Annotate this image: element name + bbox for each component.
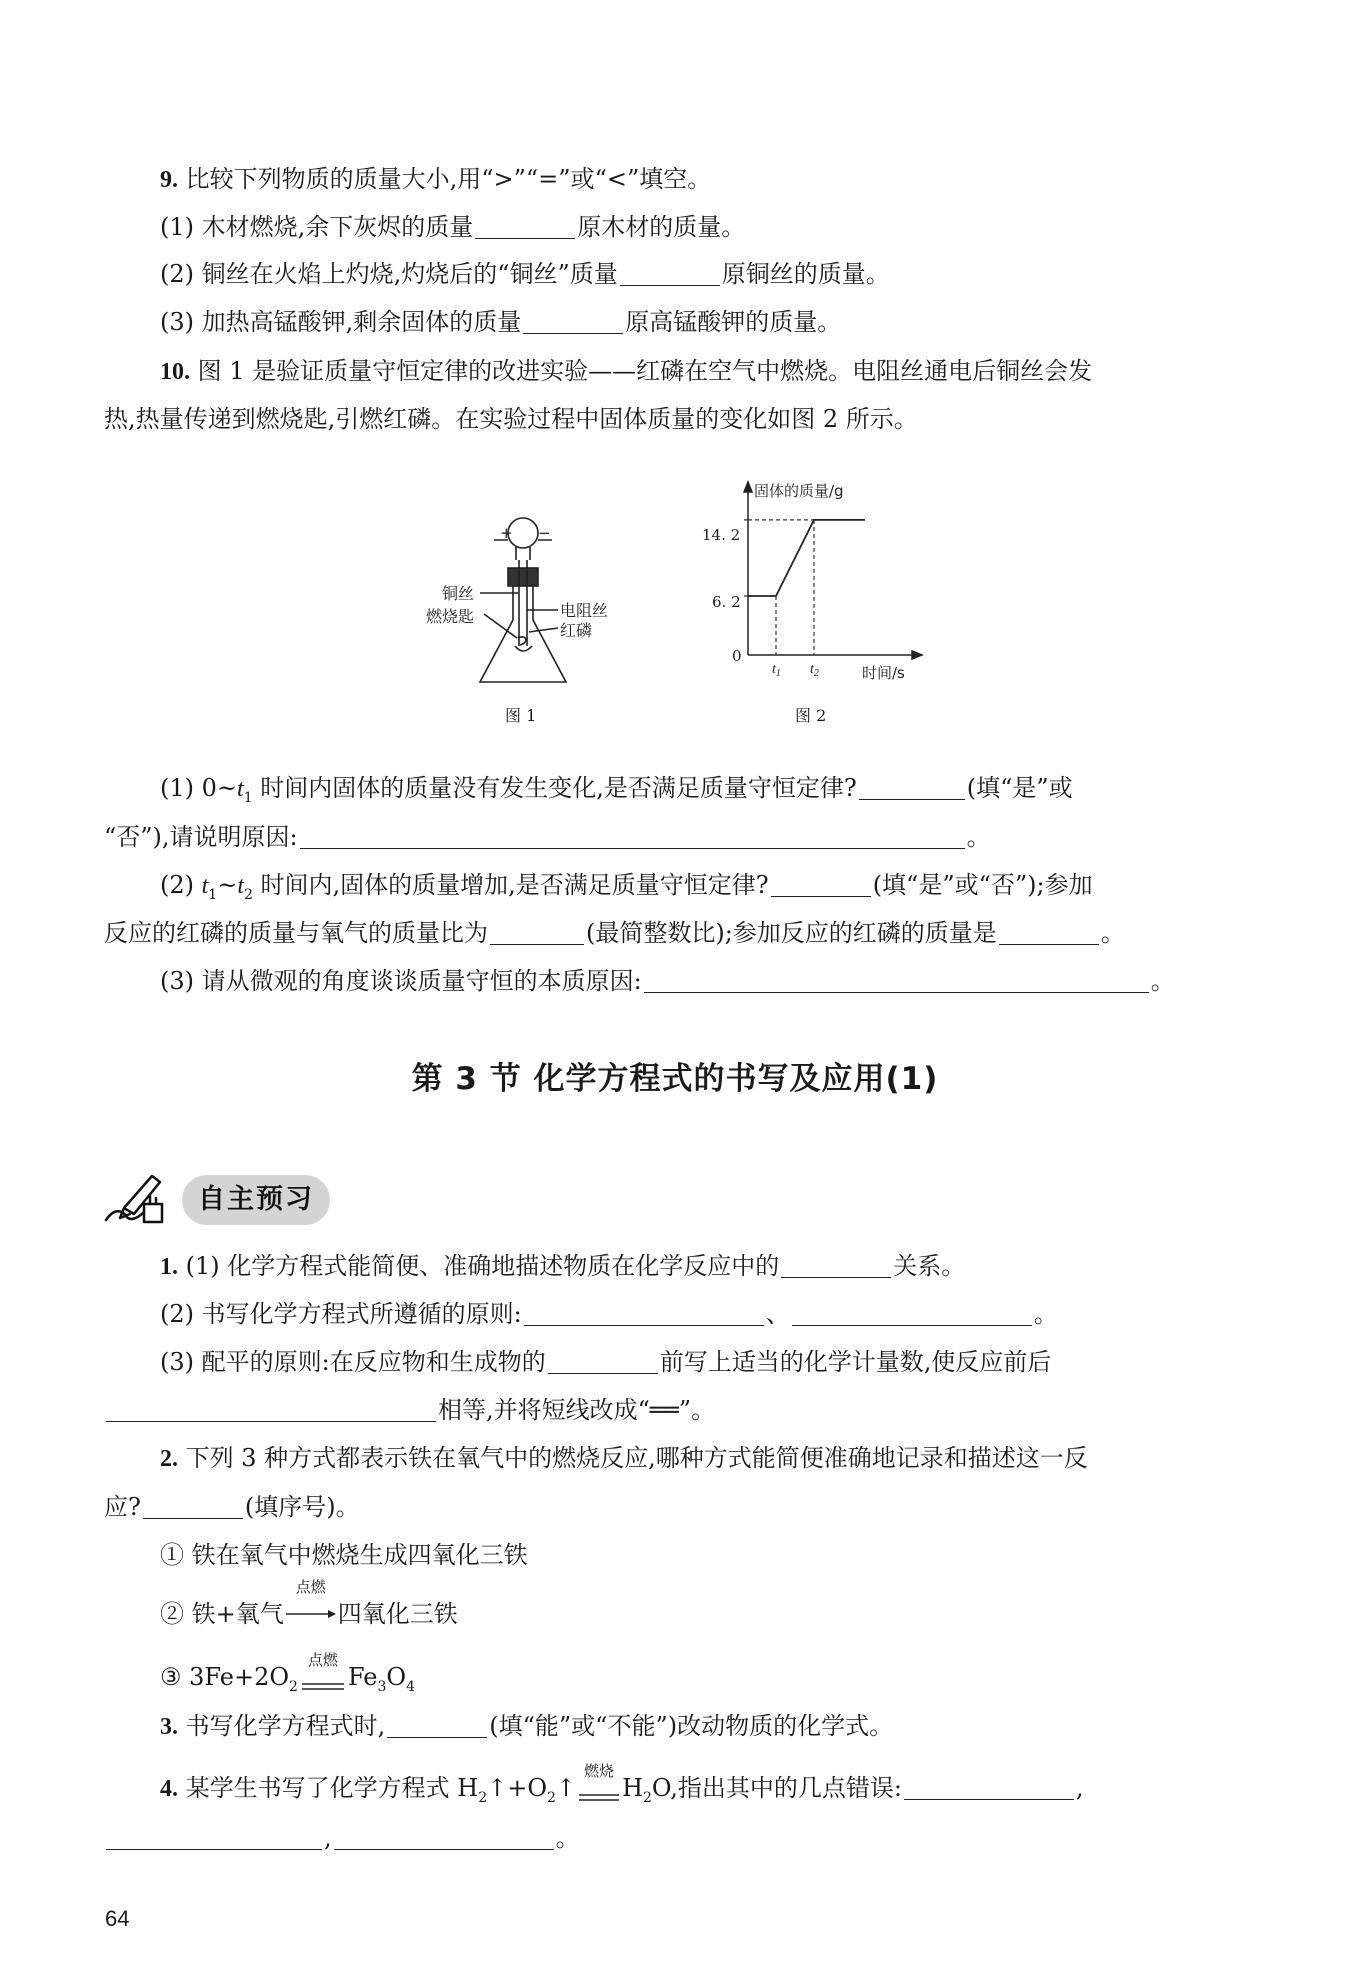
q9-part2-text: (2) 铜丝在火焰上灼烧,灼烧后的“铜丝”质量 xyxy=(160,260,618,288)
figure-2-chart xyxy=(700,470,940,700)
minus-sign: − xyxy=(538,524,551,542)
q9-part3-text: (3) 加热高锰酸钾,剩余固体的质量 xyxy=(160,308,522,336)
answer-blank[interactable] xyxy=(771,874,871,897)
p1-part1-tail: 关系。 xyxy=(893,1252,966,1280)
p1-part3-line2 xyxy=(104,1393,715,1427)
question-number: 1. xyxy=(160,1254,178,1280)
p1-part2 xyxy=(160,1297,1058,1331)
p2-option-3 xyxy=(160,1650,416,1704)
q9-part2 xyxy=(160,257,890,291)
equals-sign xyxy=(298,1650,348,1704)
series-line xyxy=(748,520,865,596)
p4-text: 某学生书写了化学方程式 H xyxy=(185,1774,479,1802)
period: 。 xyxy=(555,1824,580,1852)
subscript: 2 xyxy=(643,1789,652,1806)
q10-text: 图 1 是验证质量守恒定律的改进实验——红磷在空气中燃烧。电阻丝通电后铜丝会发 xyxy=(197,357,1093,385)
p2-opt2-product: 四氧化三铁 xyxy=(337,1600,458,1628)
x-tick-t1: $t_1$ xyxy=(772,662,781,679)
p4-line2 xyxy=(104,1821,580,1855)
p3-hint: (填“能”或“不能”)改动物质的化学式。 xyxy=(489,1712,894,1740)
q10-sub1-reason: “否”),请说明原因: xyxy=(104,823,298,851)
p3-text: 书写化学方程式时, xyxy=(185,1712,386,1740)
q10-sub2-line1 xyxy=(160,868,1093,912)
subscript: 1 xyxy=(243,789,253,806)
reaction-arrow xyxy=(284,1578,338,1631)
period: 。 xyxy=(1033,1300,1058,1328)
page-number: 64 xyxy=(105,1906,130,1931)
question-number: 2. xyxy=(160,1446,178,1472)
figure-2-caption: 图 2 xyxy=(795,706,827,725)
label-copper-wire: 铜丝 xyxy=(442,584,475,603)
product-element: O xyxy=(386,1663,407,1691)
q9-part3-tail: 原高锰酸钾的质量。 xyxy=(625,308,842,336)
question-number: 9. xyxy=(160,167,178,193)
q9-title xyxy=(160,162,711,197)
answer-blank[interactable] xyxy=(300,826,965,849)
answer-blank[interactable] xyxy=(999,922,1099,945)
period: 。 xyxy=(1100,919,1125,947)
section-title: 第 3 节 化学方程式的书写及应用(1) xyxy=(411,1061,939,1097)
question-number: 4. xyxy=(160,1776,178,1802)
subscript: 2 xyxy=(289,1678,298,1695)
var-t: t xyxy=(237,873,244,899)
q9-part1-text: (1) 木材燃烧,余下灰烬的质量 xyxy=(160,213,474,241)
answer-blank[interactable] xyxy=(548,1351,658,1374)
q9-prompt: 比较下列物质的质量大小,用“>”“=”或“<”填空。 xyxy=(185,165,712,193)
q10-sub2-line2 xyxy=(104,916,1125,950)
answer-blank[interactable] xyxy=(620,263,720,286)
p1-part2-text: (2) 书写化学方程式所遵循的原则: xyxy=(160,1300,522,1328)
x-axis-arrow xyxy=(912,651,922,659)
q9-part1-tail: 原木材的质量。 xyxy=(577,213,746,241)
var-t: t xyxy=(201,873,209,899)
q10-text-cont: 热,热量传递到燃烧匙,引燃红磷。在实验过程中固体质量的变化如图 2 所示。 xyxy=(104,405,918,433)
flask-shape xyxy=(480,586,566,682)
p2-opt2-reactants: ② 铁+氧气 xyxy=(160,1600,284,1628)
q10-line2 xyxy=(104,402,918,436)
answer-blank[interactable] xyxy=(524,1303,764,1326)
stopper-shape xyxy=(508,568,538,586)
answer-blank[interactable] xyxy=(859,777,965,800)
p1-part3-text: (3) 配平的原则:在反应物和生成物的 xyxy=(160,1348,546,1376)
subscript: 2 xyxy=(547,1789,556,1806)
p1-part3-line1 xyxy=(160,1345,1051,1379)
q10-sub2-ratio: 反应的红磷的质量与氧气的质量比为 xyxy=(104,919,488,947)
p2-option-1: ① 铁在氧气中燃烧生成四氧化三铁 xyxy=(160,1541,528,1569)
p1-part1 xyxy=(160,1249,965,1284)
q10-sub1-line2 xyxy=(104,820,991,854)
x-axis-label: 时间/s xyxy=(862,664,905,682)
subscript: 4 xyxy=(406,1678,416,1695)
p2-text: 下列 3 种方式都表示铁在氧气中的燃烧反应,哪种方式能简便准确地记录和描述这一反 xyxy=(185,1444,1088,1472)
p4-text-cont: O,指出其中的几点错误: xyxy=(651,1774,902,1802)
answer-blank[interactable] xyxy=(106,1827,322,1850)
q10-sub2-hint: (填“是”或“否”);参加 xyxy=(872,871,1093,899)
double-line-icon xyxy=(298,1671,348,1695)
y-axis-arrow xyxy=(744,482,752,492)
x-tick-t2: $t_2$ xyxy=(810,662,819,679)
arrow-condition: 燃烧 xyxy=(584,1761,615,1780)
pencil-writing-icon xyxy=(100,1168,170,1228)
y-tick-14-2: 14. 2 xyxy=(702,526,741,544)
question-number: 10. xyxy=(160,359,190,385)
p1-part3-tail: 相等,并将短线改成“══”。 xyxy=(438,1396,716,1424)
p4-line1 xyxy=(160,1761,1084,1815)
q10-sub3 xyxy=(160,964,1175,998)
subscript: 1 xyxy=(208,886,218,903)
p2-text-cont: 应? xyxy=(104,1493,141,1521)
answer-blank[interactable] xyxy=(490,922,584,945)
q9-part2-tail: 原铜丝的质量。 xyxy=(721,260,890,288)
question-number: 3. xyxy=(160,1714,178,1740)
y-tick-6-2: 6. 2 xyxy=(712,593,741,611)
q10-sub1-prefix: (1) 0~ xyxy=(160,774,238,802)
q10-sub1-hint: (填“是”或 xyxy=(966,774,1073,802)
label-resistor: 电阻丝 xyxy=(560,601,609,620)
answer-blank[interactable] xyxy=(781,1255,891,1278)
product-element: H xyxy=(622,1774,643,1802)
subscript: 2 xyxy=(478,1789,488,1806)
answer-blank[interactable] xyxy=(334,1827,554,1850)
var-t: t xyxy=(237,776,244,802)
q10-sub1-line1 xyxy=(160,771,1073,815)
p1-part1-text: (1) 化学方程式能简便、准确地描述物质在化学反应中的 xyxy=(185,1252,780,1280)
up-arrow: ↑ xyxy=(555,1774,577,1802)
p3-line xyxy=(160,1709,893,1744)
answer-blank[interactable] xyxy=(904,1777,1074,1800)
answer-blank[interactable] xyxy=(523,311,623,334)
period: 。 xyxy=(1150,967,1175,995)
p2-line1 xyxy=(160,1441,1088,1476)
label-spoon: 燃烧匙 xyxy=(426,607,475,626)
y-axis-label: 固体的质量/g xyxy=(754,482,844,500)
p1-part3-cont: 前写上适当的化学计量数,使反应前后 xyxy=(659,1348,1052,1376)
y-tick-zero: 0 xyxy=(732,647,742,665)
q10-sub3-text: (3) 请从微观的角度谈谈质量守恒的本质原因: xyxy=(160,967,642,995)
p2-hint: (填序号)。 xyxy=(244,1493,360,1521)
q10-line1 xyxy=(160,354,1092,389)
tilde: ~ xyxy=(217,871,238,899)
plus-sign: + xyxy=(500,524,513,542)
arrow-icon xyxy=(284,1598,338,1622)
q10-sub2-mass: (最简整数比);参加反应的红磷的质量是 xyxy=(586,919,997,947)
p2-line2 xyxy=(104,1490,360,1524)
arrow-condition: 点燃 xyxy=(307,1650,338,1669)
double-line-icon xyxy=(576,1782,622,1806)
label-red-phosphorus: 红磷 xyxy=(560,621,593,640)
p2-opt3-reactants: ③ 3Fe+2O xyxy=(160,1663,290,1691)
figure-1-caption: 图 1 xyxy=(505,706,537,725)
q9-part3 xyxy=(160,305,841,339)
q10-sub1-text: 时间内固体的质量没有发生变化,是否满足质量守恒定律? xyxy=(252,774,857,802)
q10-sub2-prefix: (2) xyxy=(160,871,202,899)
q10-sub2-text: 时间内,固体的质量增加,是否满足质量守恒定律? xyxy=(252,871,769,899)
separator: 、 xyxy=(765,1300,790,1328)
comma: , xyxy=(1075,1774,1084,1802)
period: 。 xyxy=(966,823,991,851)
figure-1-apparatus xyxy=(420,510,640,690)
answer-blank[interactable] xyxy=(475,216,575,239)
p2-option-2 xyxy=(160,1578,458,1631)
comma: , xyxy=(324,1824,332,1852)
answer-blank[interactable] xyxy=(106,1399,436,1422)
arrow-condition: 点燃 xyxy=(295,1578,326,1596)
answer-blank[interactable] xyxy=(644,970,1149,993)
product-element: Fe xyxy=(347,1663,378,1691)
answer-blank[interactable] xyxy=(387,1715,487,1738)
subscript: 2 xyxy=(244,886,253,903)
q9-part1 xyxy=(160,210,745,244)
self-preview-badge: 自主预习 xyxy=(182,1175,330,1225)
answer-blank[interactable] xyxy=(143,1496,243,1519)
equals-sign xyxy=(576,1761,622,1815)
p4-formula: ↑+O xyxy=(487,1774,548,1802)
subscript: 3 xyxy=(377,1678,387,1695)
answer-blank[interactable] xyxy=(792,1303,1032,1326)
